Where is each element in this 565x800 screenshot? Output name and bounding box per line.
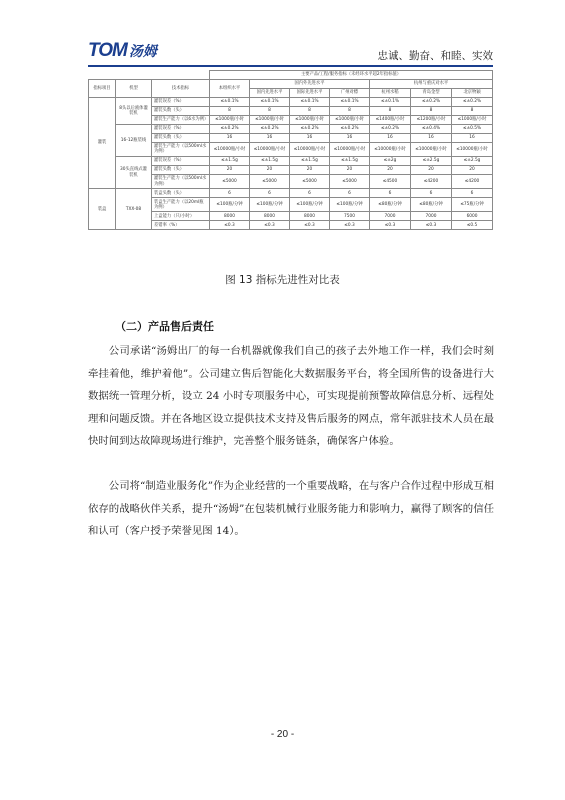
table-cell: ≤0.3 — [411, 221, 452, 230]
table-cell: 8 — [370, 106, 411, 115]
table-cell: ≤10000瓶/小时 — [250, 142, 290, 156]
table-cell: ≤±0.5% — [452, 124, 493, 133]
comparison-table-wrapper — [88, 70, 492, 230]
table-cell: 6 — [330, 189, 370, 198]
table-cell: ≤75瓶/分钟 — [452, 198, 493, 212]
table-cell: ≤±1.5g — [330, 157, 370, 166]
table-cell: ≤1000瓶/小时 — [250, 115, 290, 124]
table-cell: ≤1200瓶/小时 — [411, 115, 452, 124]
table-cell: 20 — [210, 166, 250, 175]
table-cell: 16 — [411, 133, 452, 142]
table-cell: 20 — [370, 166, 411, 175]
table-cell-metric: 灌装生产能力（以500ml水为例） — [152, 142, 210, 156]
table-cell: 6 — [250, 189, 290, 198]
table-cell-metric: 装盒头数（头） — [152, 189, 210, 198]
table-cell-model: 30头直线式灌装机 — [116, 157, 152, 189]
section-title: （二）产品售后责任 — [115, 320, 214, 333]
table-cell: ≤±0.4% — [411, 124, 452, 133]
table-cell: ≤±2.5g — [452, 157, 493, 166]
table-cell: ≤±2g — [370, 157, 411, 166]
table-title: 主要产品/工程/服务指标（未经环水平超2年指标值） — [210, 71, 493, 80]
table-cell-metric: 灌装生产能力（以6水为例） — [152, 115, 210, 124]
table-cell: 20 — [330, 166, 370, 175]
table-cell: ≤±1.5g — [290, 157, 330, 166]
table-cell: ≤80瓶/分钟 — [411, 198, 452, 212]
table-cell: ≤0.3 — [250, 221, 290, 230]
table-cell: ≤10000瓶/小时 — [330, 142, 370, 156]
table-cell-metric: 灌装头数（头） — [152, 166, 210, 175]
table-header-col: 国内先进水平 — [250, 88, 290, 97]
table-cell: ≤100瓶/分钟 — [210, 198, 250, 212]
table-cell: 16 — [370, 133, 411, 142]
table-cell: 16 — [290, 133, 330, 142]
table-cell: ≤±0.2% — [330, 124, 370, 133]
table-cell: 6 — [210, 189, 250, 198]
table-cell: ≤±0.1% — [330, 97, 370, 106]
table-cell-model: TXX-08 — [116, 189, 152, 230]
table-cell-category: 装盒 — [89, 189, 116, 230]
table-cell: 8 — [210, 106, 250, 115]
table-header-col: 北京物颖 — [452, 88, 493, 97]
table-cell-category: 灌装 — [89, 97, 116, 188]
table-header-col: 广州对標 — [330, 88, 370, 97]
table-cell: 8 — [290, 106, 330, 115]
table-cell: 6 — [452, 189, 493, 198]
table-cell-metric: 上盒能力（只/小时） — [152, 212, 210, 221]
table-cell: 8000 — [290, 212, 330, 221]
table-cell: 6 — [411, 189, 452, 198]
table-cell: ≤±0.1% — [210, 97, 250, 106]
table-cell-metric: 灌装头数（头） — [152, 106, 210, 115]
table-cell: ≤10000瓶/小时 — [452, 142, 493, 156]
table-cell: ≤5000 — [210, 175, 250, 189]
table-header-col: 青岛金型 — [411, 88, 452, 97]
table-row — [89, 124, 493, 133]
table-cell: 16 — [210, 133, 250, 142]
logo-text: TOM — [88, 40, 127, 61]
table-cell: 20 — [411, 166, 452, 175]
table-cell: ≤±0.2% — [452, 97, 493, 106]
table-cell: ≤±0.1% — [290, 97, 330, 106]
figure-caption: 图 13 指标先进性对比表 — [225, 274, 340, 286]
table-cell: 20 — [452, 166, 493, 175]
table-cell: ≤10000瓶/小时 — [411, 142, 452, 156]
table-cell-metric: 灌装头数（头） — [152, 133, 210, 142]
table-cell: ≤100瓶/分钟 — [330, 198, 370, 212]
table-cell: ≤0.3 — [290, 221, 330, 230]
table-row — [89, 97, 493, 106]
table-cell: 16 — [250, 133, 290, 142]
table-cell-metric: 灌装生产能力（以500ml水为例） — [152, 175, 210, 189]
table-cell: 16 — [452, 133, 493, 142]
table-cell: ≤1400瓶/小时 — [370, 115, 411, 124]
table-cell: ≤10000瓶/小时 — [370, 142, 411, 156]
table-cell-model: 16-12瓶装线 — [116, 124, 152, 156]
table-header-col: 国际先进水平 — [290, 88, 330, 97]
table-cell: 20 — [250, 166, 290, 175]
table-cell: ≤±0.1% — [250, 97, 290, 106]
table-cell: ≤1000瓶/小时 — [452, 115, 493, 124]
company-slogan: 忠诚、勤奋、和睦、实效 — [377, 50, 493, 62]
table-header-metric: 技术指标 — [152, 79, 210, 97]
table-cell: ≤0.3 — [330, 221, 370, 230]
table-cell-metric: 灌装误差（%） — [152, 157, 210, 166]
table-cell: 7000 — [370, 212, 411, 221]
table-cell: ≤0.5 — [452, 221, 493, 230]
table-cell: 6 — [290, 189, 330, 198]
table-cell: ≤100瓶/分钟 — [290, 198, 330, 212]
table-cell: ≤±1.5g — [210, 157, 250, 166]
table-cell: ≤±0.2% — [210, 124, 250, 133]
table-row — [89, 189, 493, 198]
page-number: - 20 - — [270, 729, 295, 740]
table-cell: ≤±1.5g — [250, 157, 290, 166]
table-cell: ≤100瓶/分钟 — [250, 198, 290, 212]
table-header-model: 机型 — [116, 79, 152, 97]
table-cell: ≤80瓶/分钟 — [370, 198, 411, 212]
table-cell: ≤5000 — [330, 175, 370, 189]
header-divider — [88, 65, 493, 67]
table-cell-metric: 差错率（%） — [152, 221, 210, 230]
body-paragraph: 公司承诺“汤姆出厂的每一台机器就像我们自己的孩子去外地工作一样，我们会时刻牵挂着他，维护着他”。公司建立售后智能化大数据服务平台，将全国所售的设备进行大数据统一管理分析，设立 24 小时专项服务中心，可实现提前预警故障信息分析、远程处理和问题反馈。并在各地区设立提供技术支持及售后服务的网点，常年派驻技术人员在最快时间到达故障现场进行维护，完善整个服务链条，确保客户体验。 — [88, 345, 494, 447]
table-header-col: 杭州水稻 — [370, 88, 411, 97]
table-cell: 8 — [250, 106, 290, 115]
table-cell: ≤4200 — [452, 175, 493, 189]
table-cell-metric: 灌装误差（%） — [152, 124, 210, 133]
table-cell: ≤10000瓶/小时 — [210, 142, 250, 156]
indicator-comparison-table — [88, 70, 493, 230]
table-cell: ≤1000瓶/小时 — [290, 115, 330, 124]
table-cell: ≤4200 — [411, 175, 452, 189]
table-cell: 7500 — [330, 212, 370, 221]
table-cell: 20 — [290, 166, 330, 175]
table-cell: ≤±0.2% — [250, 124, 290, 133]
table-cell: 8 — [411, 106, 452, 115]
table-cell: 6000 — [452, 212, 493, 221]
table-cell: 8000 — [250, 212, 290, 221]
table-cell-model: 8头以后液体灌装机 — [116, 97, 152, 124]
table-header-own-level: 本组织水平 — [210, 79, 250, 97]
table-cell: ≤±0.1% — [370, 97, 411, 106]
table-cell: ≤0.3 — [210, 221, 250, 230]
table-cell: ≤±2.5g — [411, 157, 452, 166]
table-cell: 8000 — [210, 212, 250, 221]
table-blank-cell — [89, 71, 210, 80]
body-paragraph: 公司将“制造业服务化”作为企业经营的一个重要战略，在与客户合作过程中形成互相依存的战略伙伴关系，提升“汤姆”在包装机械行业服务能力和影响力，赢得了顾客的信任和认可（客户授予荣誉见图 14）。 — [88, 480, 494, 537]
company-logo — [88, 40, 157, 62]
table-cell: ≤10000瓶/小时 — [290, 142, 330, 156]
table-cell-metric: 灌装误差（%） — [152, 97, 210, 106]
table-cell: ≤±0.2% — [290, 124, 330, 133]
table-cell: 8 — [452, 106, 493, 115]
table-cell: ≤5000 — [290, 175, 330, 189]
table-cell: ≤4500 — [370, 175, 411, 189]
table-header-domestic-group: 国内外先进水平 — [250, 79, 370, 88]
page-header — [88, 40, 493, 64]
table-header-region-group: 杭州与重庆对水平 — [370, 79, 493, 88]
table-cell: ≤5000 — [250, 175, 290, 189]
table-cell: ≤0.3 — [370, 221, 411, 230]
table-cell: 8 — [330, 106, 370, 115]
table-row — [89, 157, 493, 166]
table-header-item: 指标项目 — [89, 79, 116, 97]
table-cell: 7000 — [411, 212, 452, 221]
table-cell: ≤±0.2% — [411, 97, 452, 106]
table-cell: ≤1000瓶/小时 — [210, 115, 250, 124]
table-cell: 6 — [370, 189, 411, 198]
table-cell: ≤±0.2% — [370, 124, 411, 133]
logo-cn-text: 汤姆 — [128, 44, 157, 60]
table-cell: ≤1000瓶/小时 — [330, 115, 370, 124]
table-cell: 16 — [330, 133, 370, 142]
table-cell-metric: 装盒生产能力（以20ml瓶为例） — [152, 198, 210, 212]
